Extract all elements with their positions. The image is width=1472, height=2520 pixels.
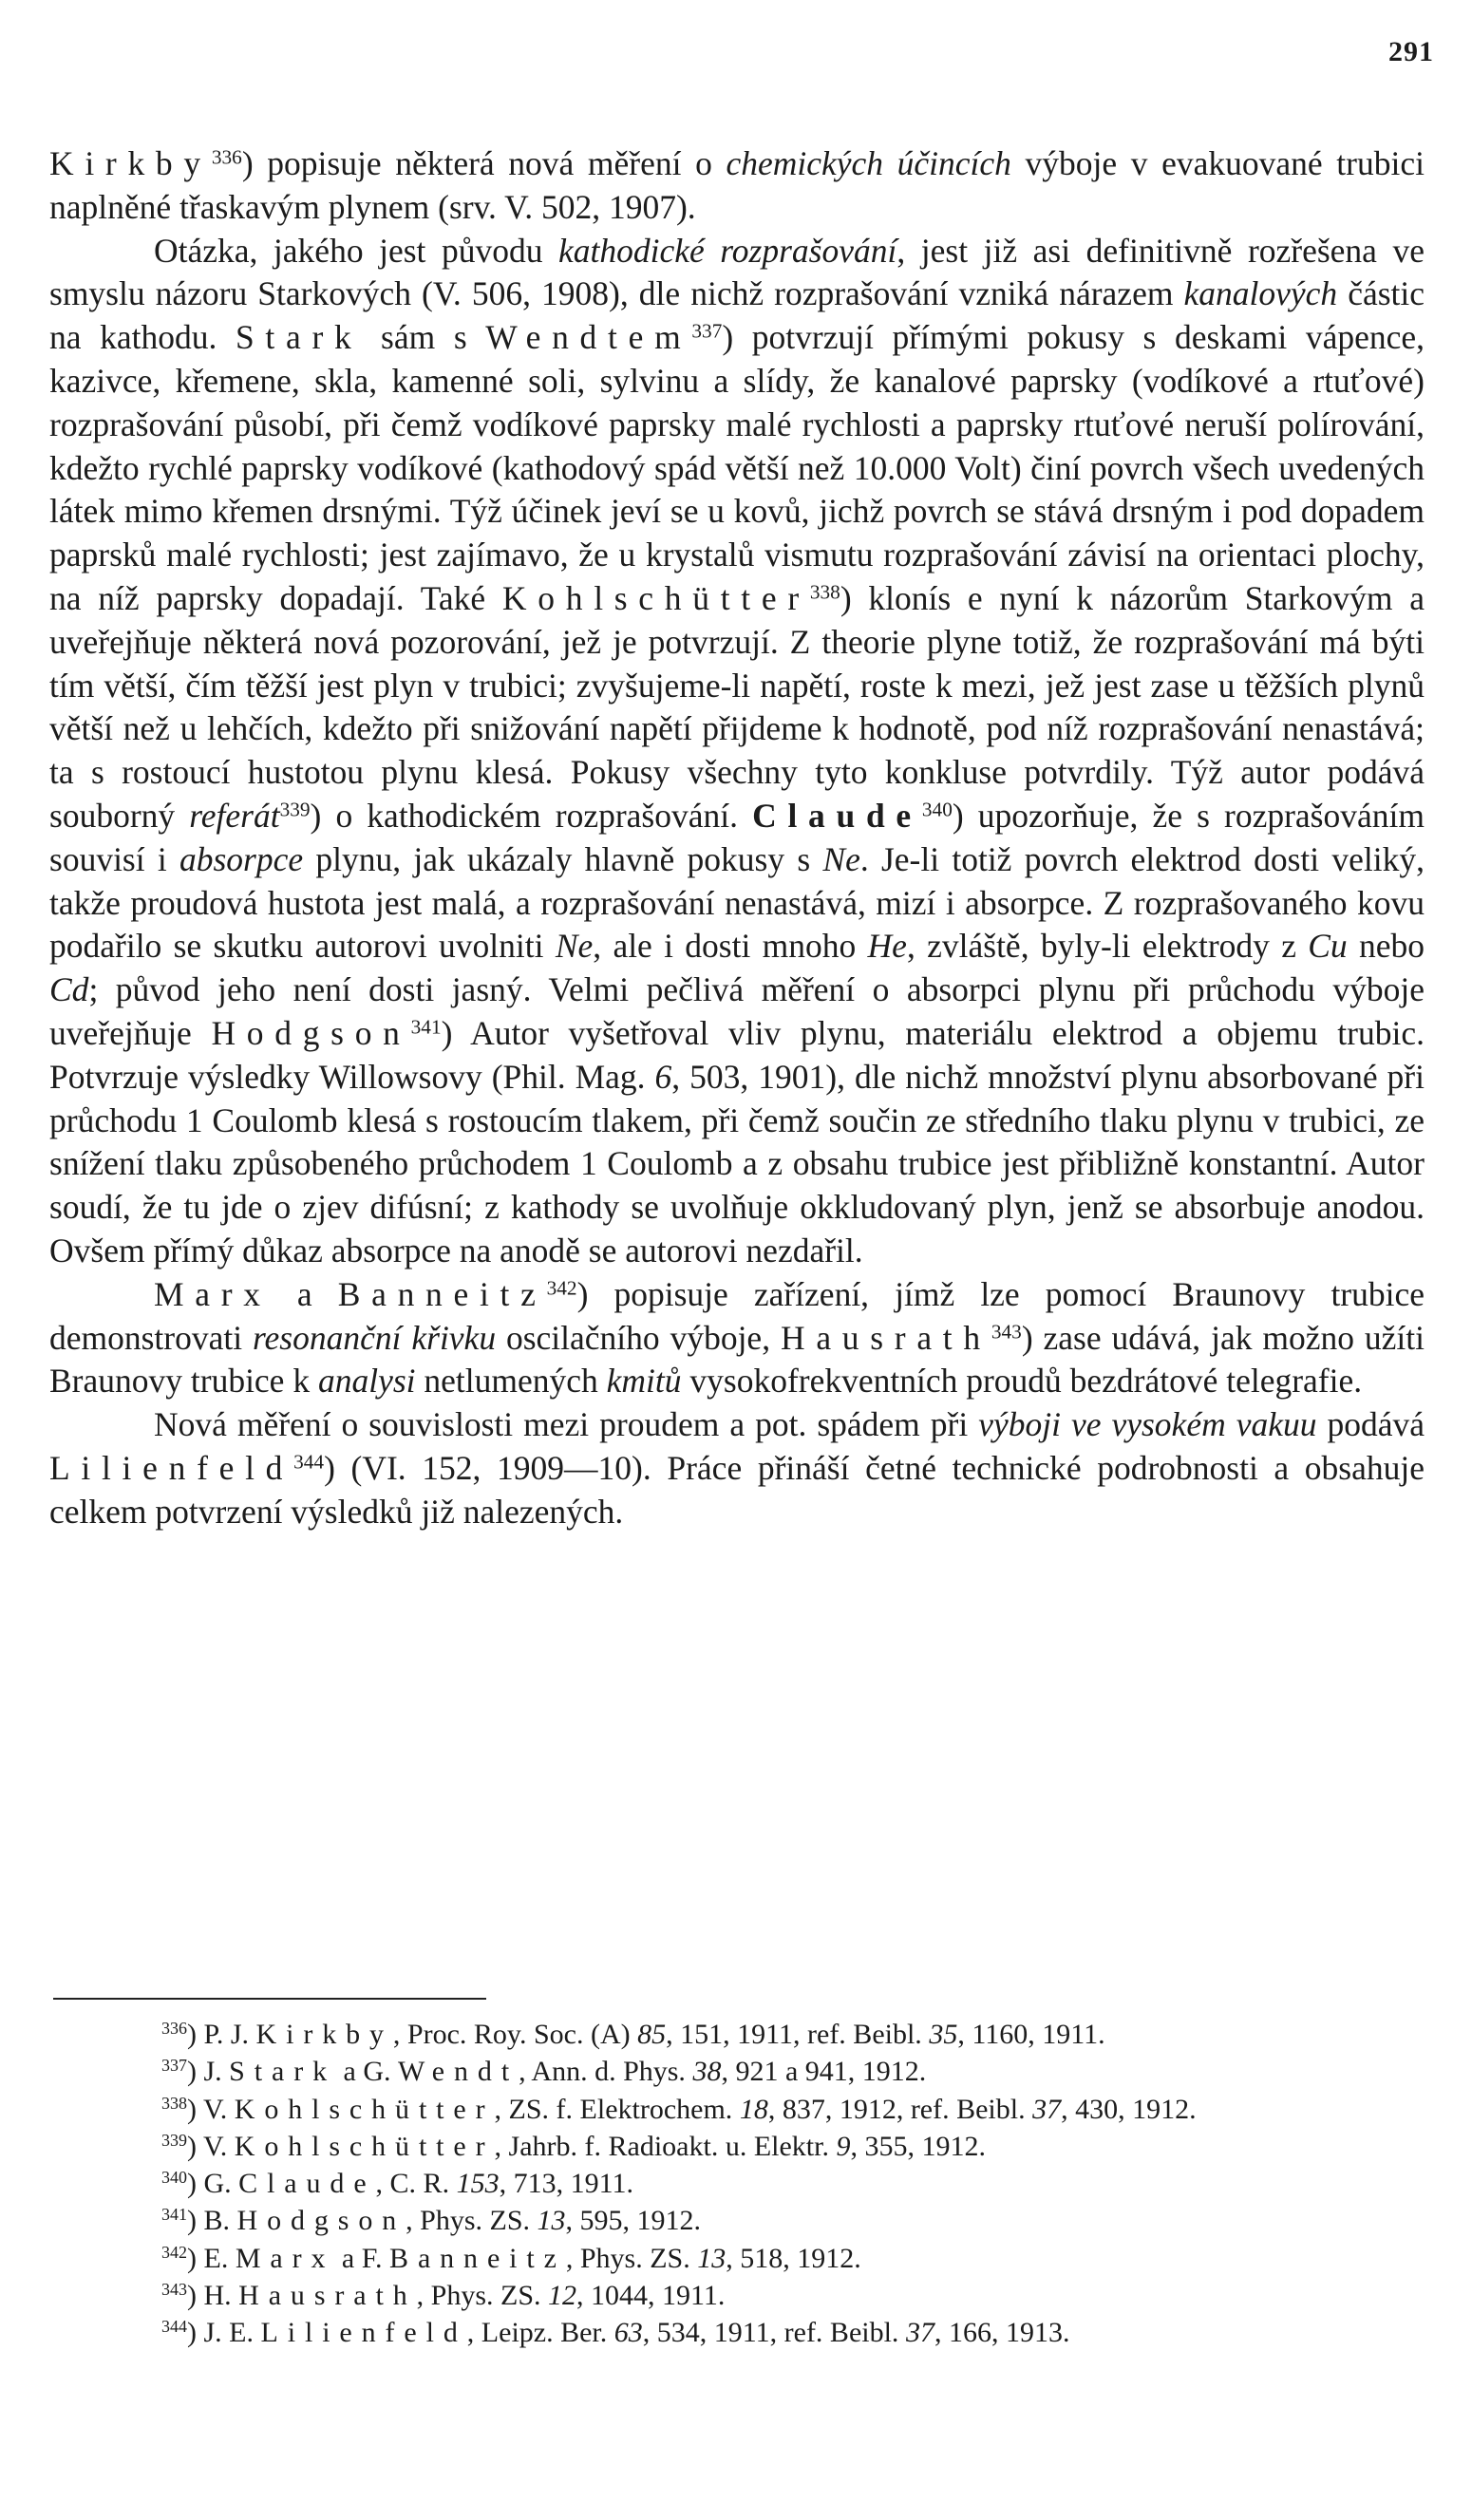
text-run: , 1044, 1911. [576, 2280, 726, 2312]
text-run: , 534, 1911, ref. Beibl. [642, 2317, 906, 2349]
italic-text: absorpce [179, 839, 304, 878]
italic-text: 37 [1032, 2093, 1062, 2125]
text-run: ) zase udává, jak možno užíti Braunovy trubice k [49, 1318, 1425, 1401]
italic-text: chemických účincích [726, 144, 1011, 182]
text-run: ) (VI. 152, 1909—10). Práce přináší četné technické podrobnosti a obsahuje celkem potvrzení výsledků již nalezených. [49, 1448, 1425, 1531]
footnote-344 [49, 2314, 1425, 2351]
footnote-338 [49, 2091, 1425, 2128]
text-run: ) J. [187, 2056, 230, 2088]
footnote-ref: 344 [293, 1450, 325, 1474]
author-name: Kohlschütter [234, 2093, 495, 2125]
text-run: ) Autor vyšetřoval vliv plynu, materiálu elektrod a objemu trubic. Potvrzuje výsledky Willowsovy (Phil. Mag. [49, 1013, 1425, 1096]
text-run: , 921 a 941, 1912. [721, 2056, 927, 2088]
text-run: , ale i dosti mnoho [593, 927, 868, 966]
footnote-ref: 343 [991, 1319, 1022, 1343]
footnote-ref: 342 [161, 2242, 187, 2262]
italic-text: Ne [822, 839, 860, 878]
text-run: , 503, 1901), dle nichž množství plynu absorbované při průchodu 1 Coulomb klesá s rostoucím tlakem, při čemž součin ze středního tlaku plynu v trubici, ze snížení tlaku způsobeného průchodem 1 Coulomb a z obsahu trubice jest přibližně konstantní. Autor soudí, že tu jde o zjev difúsní; z kathody se uvolňuje okkludovaný plyn, jenž se absorbuje anodou. Ovšem přímý důkaz absorpce na anodě se autorovi nezdařil. [49, 1057, 1425, 1269]
italic-text: 153 [456, 2168, 500, 2200]
italic-text: výboji ve vysokém vakuu [978, 1405, 1317, 1444]
italic-text: Ne [555, 927, 594, 966]
text-run: , ZS. f. Elektrochem. [494, 2093, 740, 2125]
italic-text: 63 [613, 2317, 643, 2349]
footnote-ref: 343 [161, 2280, 187, 2300]
text-run: ) V. [187, 2130, 235, 2162]
text-run: , Phys. ZS. [406, 2205, 538, 2237]
text-run: , zvláště, byly-li elektrody z [906, 927, 1309, 966]
author-name: Banneitz [337, 1274, 547, 1313]
text-run: ) klonís e nyní k názorům Starkovým a uveřejňuje některá nová pozorování, jež je potvrzují. Z theorie plyne totiž, že rozprašování má býti tím větší, čím těžší jest plyn v trubici; zvyšujeme-li napětí, roste k mezi, jež jest zase u těžších plynů větší než u lehčích, kdežto při snižování napětí přijdeme k hodnotě, pod níž rozprašování nenastává; ta s rostoucí hustotou plynu klesá. Pokusy všechny tyto konkluse potvrdily. Týž autor podává souborný [49, 578, 1425, 835]
italic-text: analysi [317, 1362, 416, 1401]
italic-text: resonanční křivku [253, 1318, 497, 1357]
author-name: Kohlschütter [501, 578, 810, 617]
author-name: Banneitz [389, 2242, 566, 2274]
footnote-ref: 341 [161, 2205, 187, 2225]
author-name: Hausrath [780, 1318, 991, 1357]
footnote-divider [53, 1998, 486, 2000]
footnote-ref: 336 [161, 2019, 187, 2039]
text-run: oscilačního výboje, [496, 1318, 781, 1357]
text-run: , Ann. d. Phys. [519, 2056, 693, 2088]
text-run: ) upozorňuje, že s rozprašováním souvisí i [49, 796, 1425, 878]
footnote-ref: 338 [161, 2093, 187, 2113]
text-run: ) popisuje zařízení, jímž lze pomocí Braunovy trubice demonstrovati [49, 1274, 1425, 1357]
author-name: Marx [154, 1274, 272, 1313]
italic-text: 38 [692, 2056, 722, 2088]
text-run: ) J. E. [187, 2317, 261, 2349]
italic-text: 35 [929, 2019, 958, 2050]
italic-text: 9 [836, 2130, 851, 2162]
italic-text: 37 [905, 2317, 934, 2349]
footnote-ref: 342 [546, 1276, 577, 1300]
text-run: , jest již asi definitivně rozřešena ve smyslu názoru Starkových (V. 506, 1908), dle nichž rozprašování vzniká nárazem [49, 231, 1425, 313]
italic-text: kmitů [606, 1362, 682, 1401]
footnote-ref: 344 [161, 2317, 187, 2337]
author-name: Stark [229, 2056, 336, 2088]
text-run: plynu, jak ukázaly hlavně pokusy s [303, 839, 823, 878]
text-run: a G. [336, 2056, 398, 2088]
footnote-337 [49, 2053, 1425, 2090]
text-run: vysokofrekventních proudů bezdrátové telegrafie. [681, 1362, 1363, 1401]
author-name: Claude [238, 2168, 376, 2200]
author-name: Kirkby [49, 144, 212, 182]
footnote-342 [49, 2240, 1425, 2277]
italic-text: 18 [739, 2093, 768, 2125]
para-lilienfeld [49, 1403, 1425, 1533]
author-name: Wendt [397, 2056, 519, 2088]
italic-text: 85 [637, 2019, 667, 2050]
text-run: , Phys. ZS. [565, 2242, 698, 2274]
italic-text: 13 [537, 2205, 566, 2237]
text-run: ) G. [187, 2168, 239, 2200]
italic-text: Cd [49, 970, 89, 1009]
text-run: , 166, 1913. [934, 2317, 1070, 2349]
italic-text: referát [189, 796, 280, 835]
footnote-ref: 338 [809, 580, 840, 604]
text-run: , Phys. ZS. [416, 2280, 549, 2312]
text-run: ) potvrzují přímými pokusy s deskami vápence, kazivce, křemene, skla, kamenné soli, sylvinu a slídy, že kanalové paprsky (vodíkové a rtuťové) rozprašování působí, při čemž vodíkové paprsky malé rychlosti a paprsky rtuťové neruší polírování, kdežto rychlé paprsky vodíkové (kathodový spád větší než 10.000 Volt) činí povrch všech uvedených látek mimo křemen drsnými. Týž účinek jeví se u kovů, jichž povrch se stává drsným i pod dopadem paprsků malé rychlosti; jest zajímavo, že u krystalů vismutu rozprašování závisí na orientaci plochy, na níž paprsky dopadají. Také [49, 318, 1425, 617]
text-run: výboje v evakuované trubici naplněné třaskavým plynem (srv. V. 502, 1907). [49, 144, 1425, 226]
italic-text: 13 [697, 2242, 727, 2274]
text-run: . Je-li totiž povrch elektrod dosti veliký, takže proudová hustota jest malá, a rozprašování nenastává, mizí i absorpce. Z rozprašovaného kovu podařilo se skutku autorovi uvolniti [49, 839, 1425, 966]
author-name: Hodgson [211, 1013, 411, 1052]
author-name: Marx [235, 2242, 335, 2274]
italic-text: kanalových [1183, 274, 1338, 313]
author-name: Kohlschütter [234, 2130, 495, 2162]
author-name: Stark [235, 318, 363, 357]
author-name: Lilienfeld [260, 2317, 467, 2349]
author-name: Hodgson [236, 2205, 406, 2237]
para-kirkby [49, 142, 1425, 230]
text-run: , C. R. [375, 2168, 457, 2200]
footnote-339 [49, 2128, 1425, 2165]
text-run: , 151, 1911, ref. Beibl. [666, 2019, 930, 2050]
footnote-343 [49, 2277, 1425, 2314]
italic-text: Cu [1308, 927, 1348, 966]
text-run: , 713, 1911. [499, 2168, 633, 2200]
footnote-ref: 341 [410, 1015, 442, 1039]
italic-text: 6 [654, 1057, 672, 1096]
text-run: , Proc. Roy. Soc. (A) [392, 2019, 638, 2050]
footnote-340 [49, 2165, 1425, 2202]
footnote-ref: 337 [161, 2056, 187, 2076]
text-run: , Jahrb. f. Radioakt. u. Elektr. [494, 2130, 837, 2162]
footnote-ref: 336 [211, 145, 242, 169]
para-kathodicke-rozprasovani [49, 230, 1425, 1273]
text-run: ) E. [187, 2242, 236, 2274]
footnote-ref: 339 [161, 2131, 187, 2150]
author-name: Claude [752, 796, 922, 835]
text-run: ) B. [187, 2205, 237, 2237]
text-run: sám s [362, 318, 486, 357]
italic-text: He [867, 927, 907, 966]
text-run: a [271, 1274, 338, 1313]
page-number: 291 [1388, 36, 1434, 67]
footnote-ref: 340 [161, 2168, 187, 2188]
author-name: Kirkby [255, 2019, 393, 2050]
text-run: , Leipz. Ber. [466, 2317, 614, 2349]
footnotes [49, 2016, 1425, 2352]
text-run: , 1160, 1911. [957, 2019, 1105, 2050]
footnote-ref: 337 [691, 319, 723, 343]
text-run: ) popisuje některá nová měření o [241, 144, 727, 182]
footnote-336 [49, 2016, 1425, 2053]
text-run: podává [1316, 1405, 1425, 1444]
text-run: ; původ jeho není dosti jasný. Velmi pečlivá měření o absorpci plynu při průchodu výboje uveřejňuje [49, 970, 1425, 1052]
text-run: nebo [1347, 927, 1425, 966]
italic-text: kathodické rozprašování [558, 231, 897, 270]
text-run: ) V. [187, 2093, 235, 2125]
text-run: , 837, 1912, ref. Beibl. [767, 2093, 1033, 2125]
italic-text: 12 [548, 2280, 577, 2312]
author-name: Lilienfeld [49, 1448, 294, 1487]
text-run: ) P. J. [187, 2019, 256, 2050]
author-name: Hausrath [238, 2280, 417, 2312]
author-name: Wendtem [485, 318, 692, 357]
text-run: a F. [334, 2242, 390, 2274]
para-marx-banneitz [49, 1273, 1425, 1403]
text-run: , 518, 1912. [726, 2242, 861, 2274]
text-run: , 355, 1912. [850, 2130, 986, 2162]
text-run: netlumených [415, 1362, 607, 1401]
footnote-ref: 339 [279, 798, 311, 821]
body-text [49, 142, 1425, 1534]
text-run: částic na kathodu. [49, 274, 1425, 357]
footnote-ref: 340 [921, 798, 953, 821]
text-run: ) o kathodickém rozprašování. [310, 796, 753, 835]
text-run: Otázka, jakého jest původu [154, 231, 558, 270]
text-run: , 595, 1912. [565, 2205, 702, 2237]
footnote-341 [49, 2202, 1425, 2239]
text-run: , 430, 1912. [1061, 2093, 1197, 2125]
text-run: ) H. [187, 2280, 239, 2312]
text-run: Nová měření o souvislosti mezi proudem a pot. spádem při [154, 1405, 979, 1444]
